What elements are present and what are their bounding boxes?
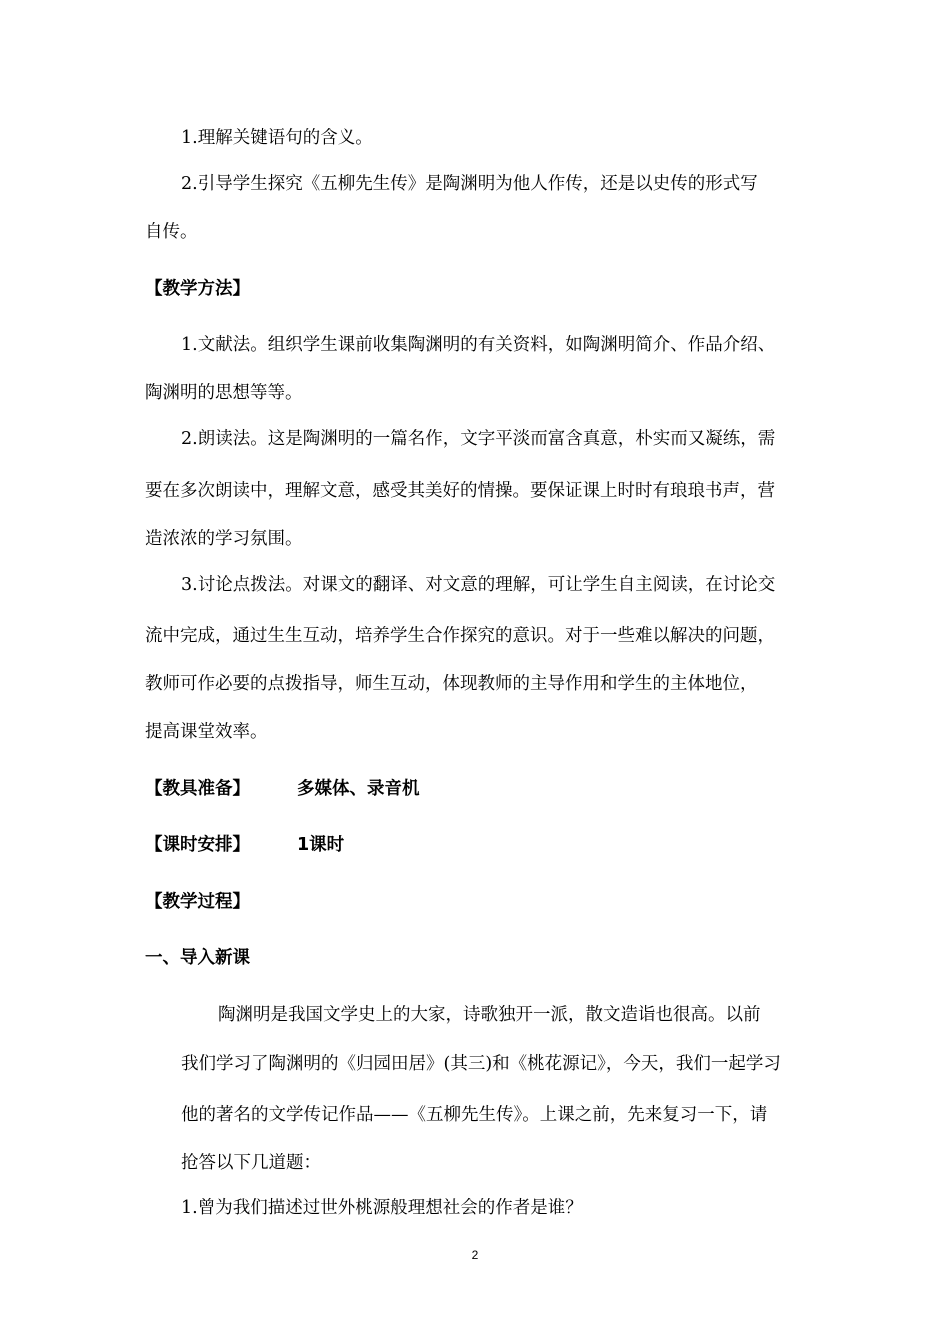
method-1-line-1: 1.文献法。组织学生课前收集陶渊明的有关资料，如陶渊明简介、作品介绍、 [181,335,776,355]
section-1-title: 一、导入新课 [145,948,250,968]
tools-heading: 【教具准备】 [145,779,250,799]
goal-item-2-line-1: 2.引导学生探究《五柳先生传》是陶渊明为他人作传，还是以史传的形式写 [181,174,758,194]
method-3-line-4: 提高课堂效率。 [145,722,268,742]
process-heading: 【教学过程】 [145,892,250,912]
page-number: 2 [471,1248,479,1262]
method-2-line-1: 2.朗读法。这是陶渊明的一篇名作，文字平淡而富含真意，朴实而又凝练，需 [181,429,776,449]
methods-heading: 【教学方法】 [145,279,250,299]
method-3-line-3: 教师可作必要的点拨指导，师生互动，体现教师的主导作用和学生的主体地位， [145,674,758,694]
intro-line-2: 我们学习了陶渊明的《归园田居》(其三)和《桃花源记》，今天，我们一起学习 [181,1054,781,1074]
tools-value: 多媒体、录音机 [297,779,420,799]
intro-line-1: 陶渊明是我国文学史上的大家，诗歌独开一派，散文造诣也很高。以前 [218,1005,761,1025]
method-3-line-1: 3.讨论点拨法。对课文的翻译、对文意的理解，可让学生自主阅读，在讨论交 [181,575,776,595]
goal-item-2-line-2: 自传。 [145,222,198,242]
method-1-line-2: 陶渊明的思想等等。 [145,383,303,403]
intro-line-4: 抢答以下几道题： [181,1153,321,1173]
goal-item-1: 1.理解关键语句的含义。 [181,128,373,148]
method-2-line-2: 要在多次朗读中，理解文意，感受其美好的情操。要保证课上时时有琅琅书声，营 [145,481,775,501]
question-1: 1.曾为我们描述过世外桃源般理想社会的作者是谁？ [181,1198,583,1218]
method-2-line-3: 造浓浓的学习氛围。 [145,529,303,549]
schedule-heading: 【课时安排】 [145,835,250,855]
intro-line-3: 他的著名的文学传记作品——《五柳先生传》。上课之前，先来复习一下，请 [181,1105,768,1125]
method-3-line-2: 流中完成，通过生生互动，培养学生合作探究的意识。对于一些难以解决的问题， [145,626,775,646]
schedule-value: 1课时 [297,835,345,855]
